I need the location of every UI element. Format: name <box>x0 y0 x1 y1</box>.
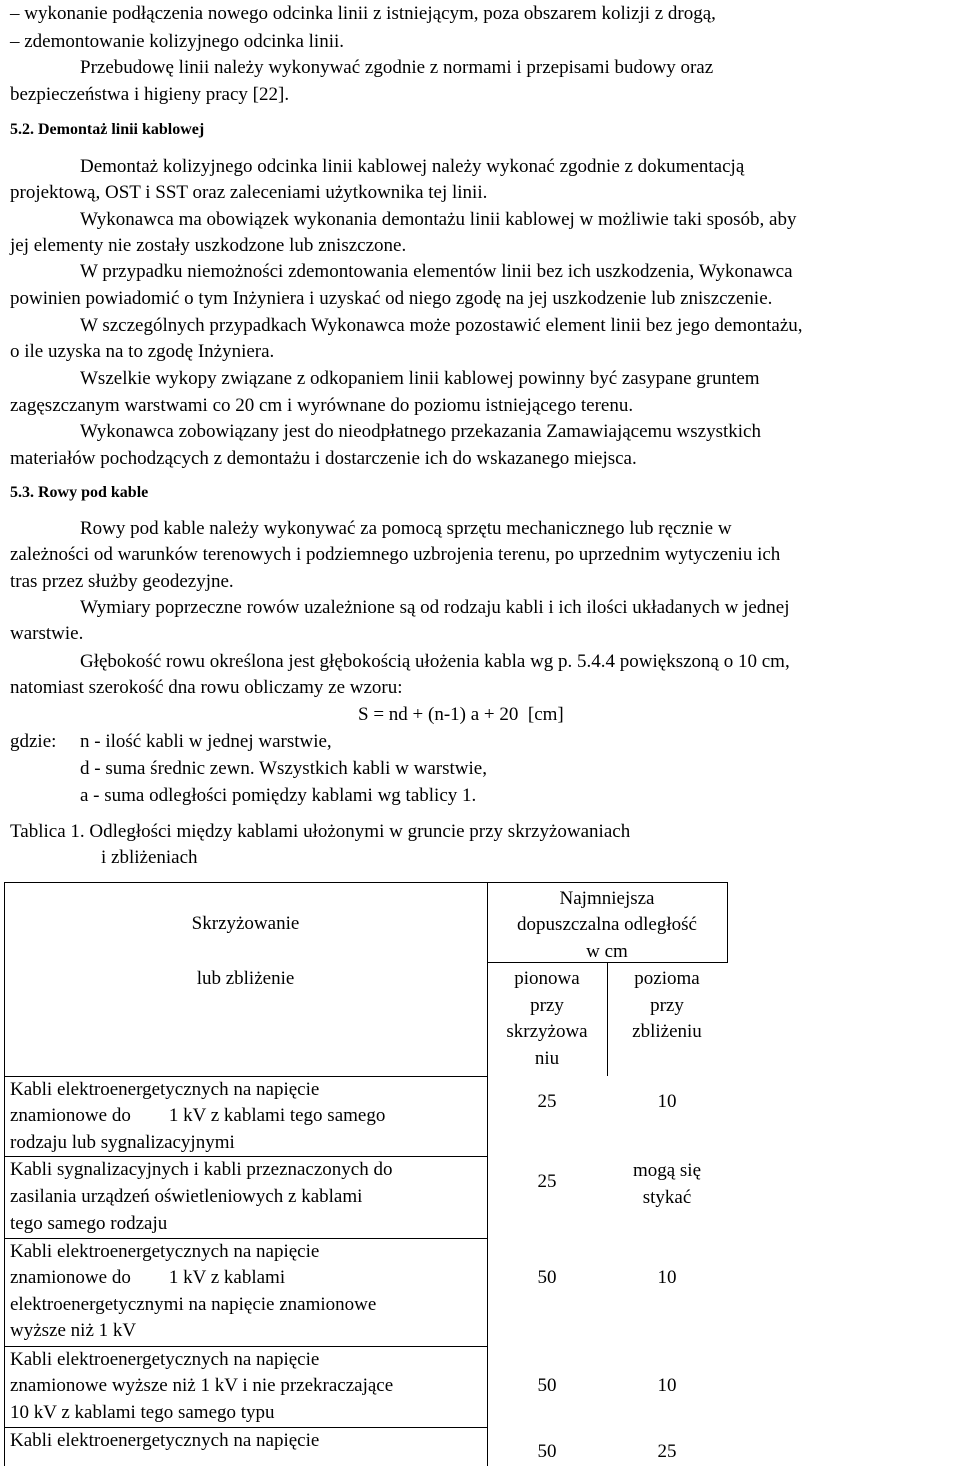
paragraph-line: warstwie. <box>10 623 84 644</box>
header-cell: przy <box>530 995 564 1016</box>
paragraph-line: Demontaż kolizyjnego odcinka linii kablowej należy wykonać zgodnie z dokumentacją <box>80 156 745 177</box>
header-cell: w cm <box>586 941 628 962</box>
header-cell: zbliżeniu <box>632 1021 702 1042</box>
table-border <box>4 1238 487 1239</box>
table-cell: zasilania urządzeń oświetleniowych z kablami <box>10 1186 363 1207</box>
where-item: a - suma odległości pomiędzy kablami wg tablicy 1. <box>80 785 477 806</box>
table-cell: elektroenergetycznymi na napięcie znamionowe <box>10 1294 377 1315</box>
where-item: n - ilość kabli w jednej warstwie, <box>80 731 332 752</box>
header-cell: lub zbliżenie <box>196 968 295 989</box>
table-cell: 10 <box>657 1267 677 1288</box>
header-cell: pionowa <box>514 968 580 989</box>
paragraph-line: Przebudowę linii należy wykonywać zgodnie z normami i przepisami budowy oraz <box>80 57 714 78</box>
paragraph-line: Wszelkie wykopy związane z odkopaniem linii kablowej powinny być zasypane gruntem <box>80 368 760 389</box>
header-cell: dopuszczalna odległość <box>517 914 697 935</box>
paragraph-line: zależności od warunków terenowych i podziemnego uzbrojenia terenu, po uprzednim wytyczeniu ich <box>10 544 781 565</box>
paragraph-line: zagęszczanym warstwami co 20 cm i wyrównane do poziomu istniejącego terenu. <box>10 395 634 416</box>
paragraph-line: bezpieczeństwa i higieny pracy [22]. <box>10 84 290 105</box>
paragraph-line: jej elementy nie zostały uszkodzone lub zniszczone. <box>10 235 407 256</box>
table-cell: znamionowe do 1 kV z kablami tego samego <box>10 1105 386 1126</box>
where-label: gdzie: <box>10 731 57 752</box>
table-cell: stykać <box>642 1187 692 1208</box>
header-cell: Najmniejsza <box>559 888 655 909</box>
table-border <box>4 1346 487 1347</box>
table-cell: wyższe niż 1 kV <box>10 1320 137 1341</box>
table-cell: 10 <box>657 1375 677 1396</box>
paragraph-line: Wykonawca zobowiązany jest do nieodpłatnego przekazania Zamawiającemu wszystkich <box>80 421 761 442</box>
table-cell: Kabli elektroenergetycznych na napięcie <box>10 1079 320 1100</box>
table-cell: Kabli elektroenergetycznych na napięcie <box>10 1349 320 1370</box>
table-caption: Tablica 1. Odległości między kablami ułożonymi w gruncie przy skrzyżowaniach <box>10 821 631 842</box>
paragraph-line: tras przez służby geodezyjne. <box>10 571 234 592</box>
section-heading: 5.3. Rowy pod kable <box>10 484 149 501</box>
bullet-item: – zdemontowanie kolizyjnego odcinka linii. <box>10 31 345 52</box>
table-cell: 50 <box>537 1375 557 1396</box>
paragraph-line: Rowy pod kable należy wykonywać za pomocą sprzętu mechanicznego lub ręcznie w <box>80 518 732 539</box>
paragraph-line: W szczególnych przypadkach Wykonawca może pozostawić element linii bez jego demontażu, <box>80 315 803 336</box>
header-cell: pozioma <box>634 968 700 989</box>
table-cell: Kabli sygnalizacyjnych i kabli przeznaczonych do <box>10 1159 393 1180</box>
paragraph-line: powinien powiadomić o tym Inżyniera i uzyskać od niego zgodę na jej uszkodzenie lub zniszczenie. <box>10 288 773 309</box>
table-border <box>4 1076 487 1077</box>
paragraph-line: o ile uzyska na to zgodę Inżyniera. <box>10 341 275 362</box>
table-cell: mogą się <box>632 1160 702 1181</box>
paragraph-line: natomiast szerokość dna rowu obliczamy ze wzoru: <box>10 677 403 698</box>
table-cell: 50 <box>537 1441 557 1462</box>
table-cell: 10 <box>657 1091 677 1112</box>
section-heading: 5.2. Demontaż linii kablowej <box>10 121 205 138</box>
paragraph-line: W przypadku niemożności zdemontowania elementów linii bez ich uszkodzenia, Wykonawca <box>80 261 793 282</box>
table-border <box>4 1427 487 1428</box>
table-border <box>727 882 728 963</box>
table-border <box>4 882 487 883</box>
formula: S = nd + (n-1) a + 20 [cm] <box>358 704 564 725</box>
table-cell: Kabli elektroenergetycznych na napięcie <box>10 1430 320 1451</box>
table-caption: i zbliżeniach <box>101 847 198 868</box>
table-cell: znamionowe do 1 kV z kablami <box>10 1267 286 1288</box>
bullet-item: – wykonanie podłączenia nowego odcinka linii z istniejącym, poza obszarem kolizji z drogą, <box>10 3 716 24</box>
header-cell: Skrzyżowanie <box>191 913 300 934</box>
header-cell: niu <box>534 1048 560 1069</box>
table-cell: 25 <box>657 1441 677 1462</box>
table-cell: 10 kV z kablami tego samego typu <box>10 1402 275 1423</box>
paragraph-line: Głębokość rowu określona jest głębokością ułożenia kabla wg p. 5.4.4 powiększoną o 10 cm, <box>80 651 790 672</box>
paragraph-line: Wymiary poprzeczne rowów uzależnione są od rodzaju kabli i ich ilości układanych w jednej <box>80 597 790 618</box>
paragraph-line: Wykonawca ma obowiązek wykonania demontażu linii kablowej w możliwie taki sposób, aby <box>80 209 797 230</box>
table-border <box>487 882 727 883</box>
header-cell: przy <box>650 995 684 1016</box>
table-cell: Kabli elektroenergetycznych na napięcie <box>10 1241 320 1262</box>
table-cell: znamionowe wyższe niż 1 kV i nie przekraczające <box>10 1375 394 1396</box>
paragraph-line: projektową, OST i SST oraz zaleceniami użytkownika tej linii. <box>10 182 488 203</box>
table-cell: rodzaju lub sygnalizacyjnymi <box>10 1132 235 1153</box>
paragraph-line: materiałów pochodzących z demontażu i dostarczenie ich do wskazanego miejsca. <box>10 448 637 469</box>
table-cell: tego samego rodzaju <box>10 1213 168 1234</box>
table-cell: 25 <box>537 1091 557 1112</box>
table-border <box>4 1156 487 1157</box>
table-cell: 50 <box>537 1267 557 1288</box>
header-cell: skrzyżowa <box>506 1021 588 1042</box>
where-item: d - suma średnic zewn. Wszystkich kabli w warstwie, <box>80 758 487 779</box>
table-cell: 25 <box>537 1171 557 1192</box>
